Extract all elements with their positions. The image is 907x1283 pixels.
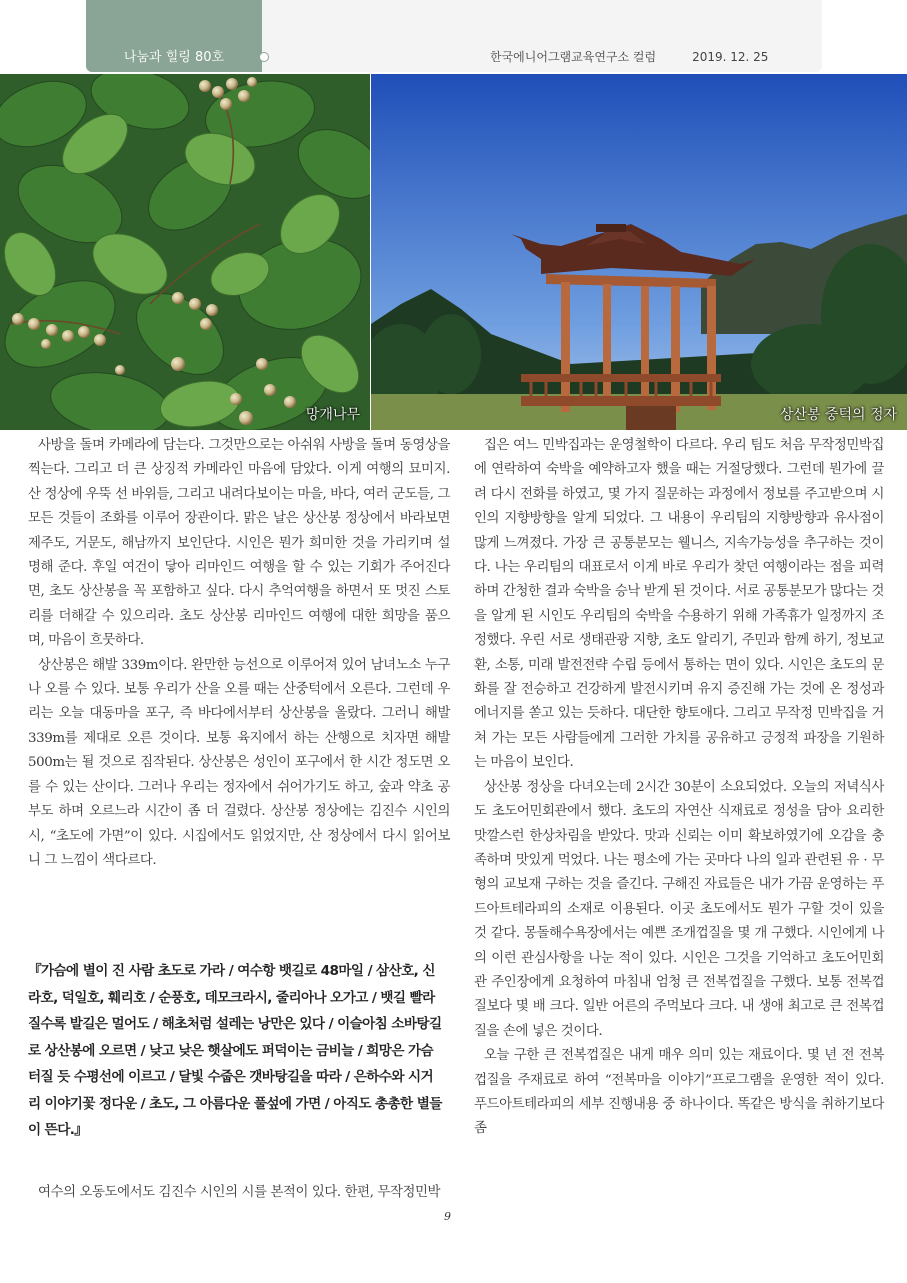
- caption-pavilion: 상산봉 중턱의 정자: [779, 407, 897, 423]
- photo-mangae-tree: [0, 74, 370, 430]
- leaves-illustration: [0, 74, 370, 430]
- paragraph: 사방을 돌며 카메라에 담는다. 그것만으로는 아쉬워 사방을 돌며 동영상을 찍는다. 그리고 더 큰 상징적 카메라인 마음에 담았다. 이게 여행의 묘미지. 산 정상에 우뚝 선 바위들, 그리고 내려다보이는 마을, 바다, 여러 군도들, 그 모든 것들이 조화를 이루어 장관이다. 맑은 날은 상산봉 정상에서 바라보면 제주도, 거문도, 해남까지 보인단다. 시인은 뭔가 희미한 것을 가리키며 설명해 준다. 후일 여건이 닿아 리마인드 여행을 할 수 있는 기회가 주어진다면, 초도 상산봉을 꼭 포함하고 싶다. 다시 추억여행을 하면서 또 멋진 스토리를 더해갈 수 있으리라. 초도 상산봉 리마인드 여행에 대한 희망을 품으며, 마음이 흐뭇하다.: [28, 438, 450, 649]
- issue-date: 2019. 12. 25: [692, 50, 769, 64]
- caption-mangae-tree: 망개나무: [305, 407, 360, 423]
- header-dot: [259, 52, 269, 62]
- paragraph: 상산봉은 해발 339m이다. 완만한 능선으로 이루어져 있어 남녀노소 누구나 오를 수 있다. 보통 우리가 산을 오를 때는 산중턱에서 오른다. 그런데 우리는 오늘 대동마을 포구, 즉 바다에서부터 상산봉을 올랐다. 그러니 해발 339m를 제대로 오른 것이다. 보통 육지에서 하는 산행으로 치자면 해발 500m는 될 것으로 짐작된다. 상산봉은 성인이 포구에서 한 시간 정도면 오를 수 있는 산이다. 그러나 우리는 정자에서 쉬어가기도 하고, 숲과 약초 공부도 하며 오르느라 시간이 좀 더 걸렸다. 상산봉 정상에는 김진수 시인의 시, “초도에 가면”이 있다. 시집에서도 읽었지만, 산 정상에서 다시 읽어보니 그 느낌이 색다르다.: [28, 657, 450, 868]
- paragraph: 여수의 오동도에서도 김진수 시인의 시를 본적이 있다. 한편, 무작정민박: [38, 1185, 441, 1200]
- left-column: [28, 434, 450, 873]
- paragraph: 오늘 구한 큰 전복껍질은 내게 매우 의미 있는 재료이다. 몇 년 전 전복껍질을 주재료로 하여 “전복마을 이야기”프로그램을 운영한 적이 있다. 푸드아트테라피의 세부 진행내용 중 하나이다. 똑같은 방식을 취하기보다 좀: [474, 1048, 884, 1137]
- right-column: [474, 434, 884, 1142]
- header-info: [490, 48, 768, 65]
- paragraph: 상산봉 정상을 다녀오는데 2시간 30분이 소요되었다. 오늘의 저녁식사도 초도어민회관에서 했다. 초도의 자연산 식재료로 정성을 담아 요리한 맛깔스런 한상차림을 받았다. 맛과 신뢰는 이미 확보하였기에 오감을 충족하며 맛있게 먹었다. 나는 평소에 가는 곳마다 나의 일과 관련된 유 · 무형의 교보재 구하는 것을 즐긴다. 구해진 자료들은 내가 가끔 운영하는 푸드아트테라피의 소재로 이용된다. 이곳 초도에서도 뭔가 구할 것이 있을 것 같다. 몽돌해수욕장에서는 예쁜 조개껍질을 몇 개 구했다. 시인에게 나의 이런 관심사항을 나눈 적이 있다. 시인은 그것을 기억하고 초도어민회관 주인장에게 요청하여 마침내 엄청 큰 전복껍질을 구했다. 보통 전복껍질보다 몇 배 크다. 일반 어른의 주먹보다 크다. 내 생애 최고로 큰 전복껍질을 손에 넣은 것이다.: [474, 779, 884, 1039]
- column-label: 한국에니어그램교육연구소 컬럼: [490, 50, 657, 64]
- poem-quote: 『가슴에 별이 진 사람 초도로 가라 / 여수항 뱃길로 48마일 / 삼산호, 신라호, 덕일호, 훼리호 / 순풍호, 데모크라시, 줄리아나 오가고 / 뱃길 빨라질수록 발길은 멀어도 / 해초처럼 설레는 낭만은 있다 / 이슬아침 소바탕길로 상산봉에 오르면 / 낮고 낮은 햇살에도 퍼덕이는 금비늘 / 희망은 가슴 터질 듯 수평선에 이르고 / 달빛 수줍은 갯바탕길을 따라 / 은하수와 시거리 이야기꽃 정다운 / 초도, 그 아름다운 풀섶에 가면 / 아직도 총총한 별들이 뜬다.』: [28, 963, 442, 1138]
- issue-label: 나눔과 힐링 80호: [123, 50, 225, 65]
- issue-tab: [86, 0, 262, 72]
- page-number: 9: [444, 1210, 451, 1223]
- left-column-end: [28, 1181, 450, 1205]
- paragraph: 집은 여느 민박집과는 운영철학이 다르다. 우리 팀도 처음 무작정민박집에 연락하여 숙박을 예약하고자 했을 때는 거절당했다. 그런데 뭔가에 끌려 다시 전화를 하였고, 몇 가지 질문하는 과정에서 정보를 주고받으며 시인의 지향방향을 알게 되었다. 그 내용이 우리팀의 지향방향과 유사점이 많게 느껴졌다. 가장 큰 공통분모는 웰니스, 지속가능성을 추구하는 것이다. 나는 우리팀의 대표로서 이게 바로 우리가 찾던 여행이라는 점을 피력하며 간청한 결과 숙박을 승낙 받게 된 것이다. 서로 공통분모가 많다는 것을 알게 된 시인도 우리팀의 숙박을 수용하기 위해 가족휴가 일정까지 조정했다. 우린 서로 생태관광 지향, 초도 알리기, 주민과 함께 하기, 정보교환, 소통, 미래 발전전략 수립 등에서 통하는 면이 있다. 시인은 초도의 문화를 잘 전승하고 건강하게 발전시키며 유지 증진해 가는 것에 온 정성과 에너지를 쏟고 있는 듯하다. 대단한 향토애다. 그리고 무작정 민박집을 거쳐 가는 모든 사람들에게 그러한 가치를 공유하고 긍정적 파장을 기원하는 마음이 보인다.: [474, 438, 884, 771]
- photo-pavilion: [371, 74, 907, 430]
- pavilion-illustration: [371, 74, 907, 430]
